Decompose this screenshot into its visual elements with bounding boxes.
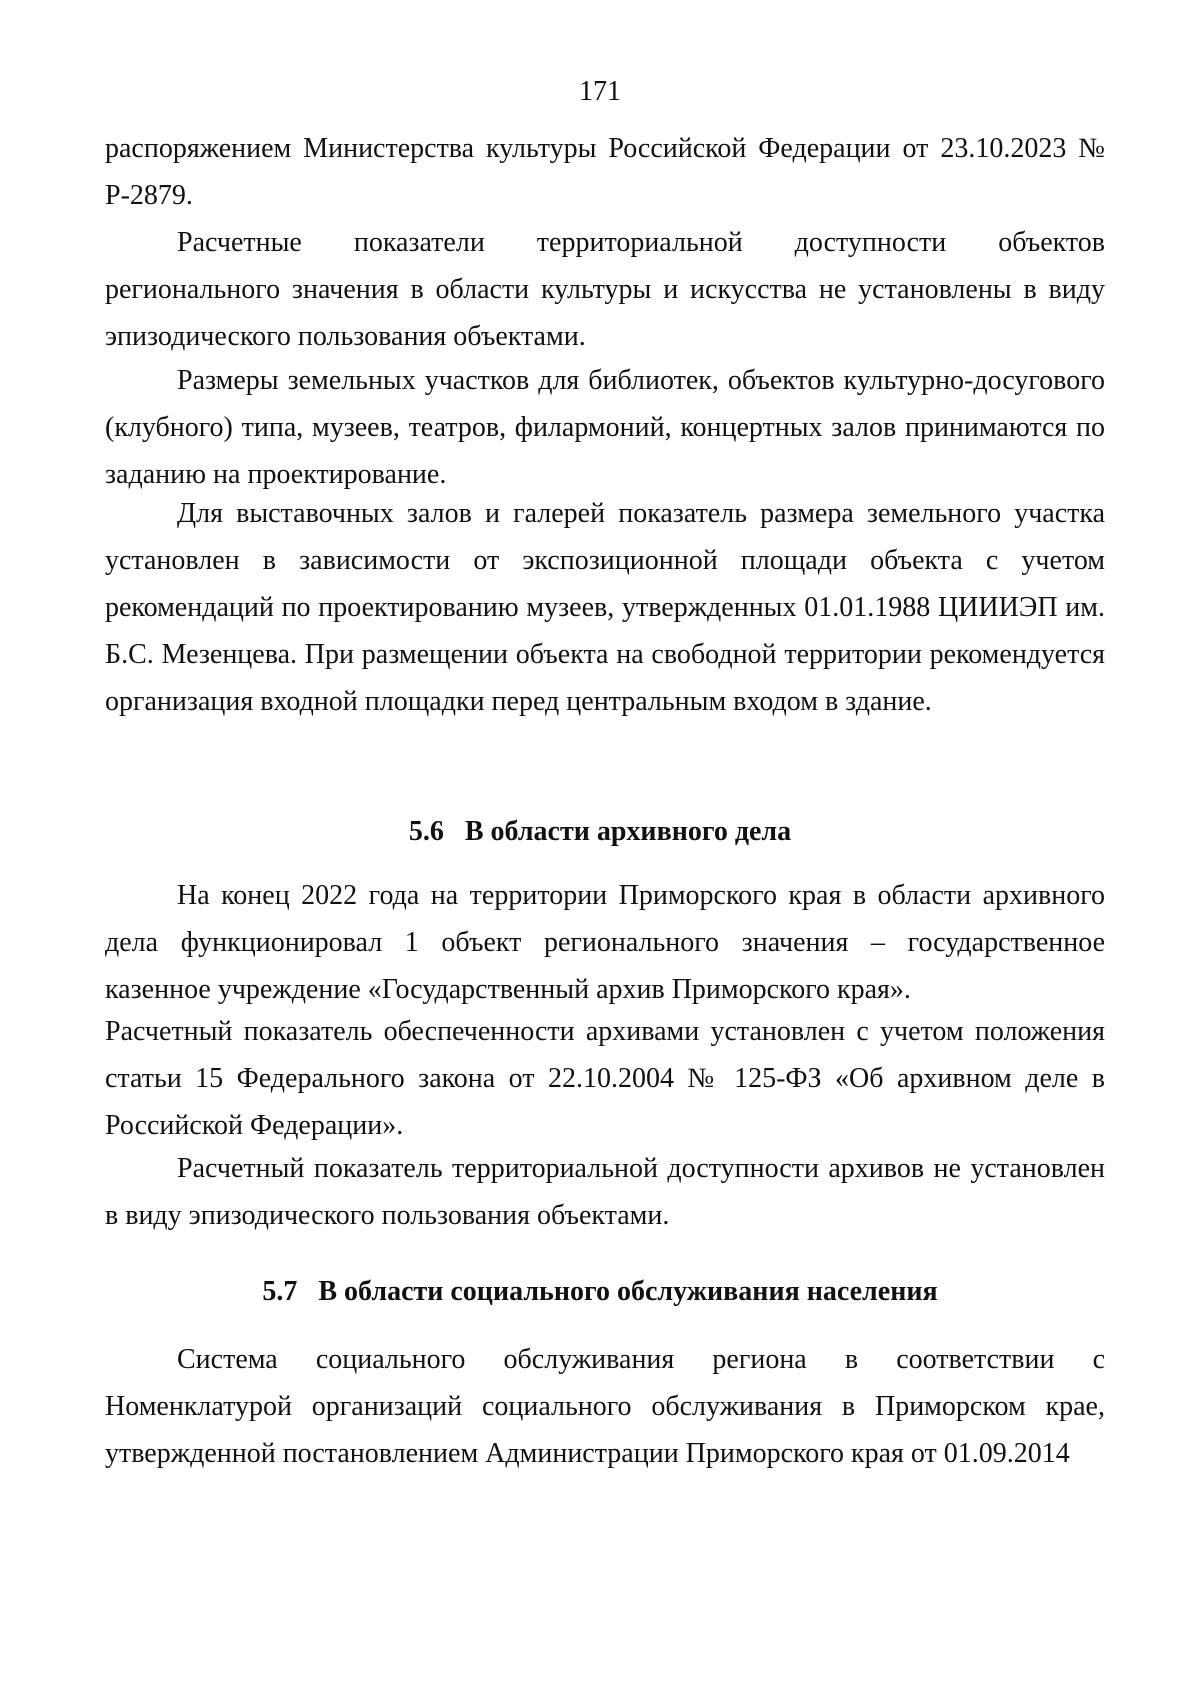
paragraph-intro: распоряжением Министерства культуры Российской Федерации от 23.10.2023 № Р-2879. — [105, 133, 1105, 211]
paragraph-exhibition-halls: Для выставочных залов и галерей показатель размера земельного участка установлен в зависимости от экспозиционной площади объекта с учетом рекомендаций по проектированию музеев, утвержденных 01.01.1988 ЦИИИЭП им. Б.С. Мезенцева. При размещении объекта на свободной территории рекомендуется организация входной площадки перед центральным входом в здание. — [105, 498, 1105, 717]
page-number: 171 — [579, 76, 621, 107]
paragraph-accessibility: Расчетные показатели территориальной доступности объектов регионального значения в области культуры и искусства не установлены в виду эпизодического пользования объектами. — [105, 227, 1105, 352]
paragraph-archive-provision: Расчетный показатель обеспеченности архивами установлен с учетом положения статьи 15 Федерального закона от 22.10.2004 № 125-ФЗ «Об архивном деле в Российской Федерации». — [105, 1016, 1105, 1141]
paragraph-social-service: Система социального обслуживания региона в соответствии с Номенклатурой организаций социального обслуживания в Приморском крае, утвержденной постановлением Администрации Приморского края от 01.09.2014 — [105, 1344, 1105, 1469]
section-heading-5-6: 5.6 В области архивного дела — [408, 816, 792, 847]
paragraph-land-sizes: Размеры земельных участков для библиотек, объектов культурно-досугового (клубного) типа, музеев, театров, филармоний, концертных залов принимаются по заданию на проектирование. — [105, 365, 1105, 490]
paragraph-archive-2022: На конец 2022 года на территории Приморского края в области архивного дела функционировал 1 объект регионального значения – государственное казенное учреждение «Государственный архив Приморского края». — [105, 880, 1105, 1005]
section-heading-5-7: 5.7 В области социального обслуживания населения — [262, 1276, 938, 1307]
paragraph-archive-accessibility: Расчетный показатель территориальной доступности архивов не установлен в виду эпизодического пользования объектами. — [105, 1153, 1105, 1231]
